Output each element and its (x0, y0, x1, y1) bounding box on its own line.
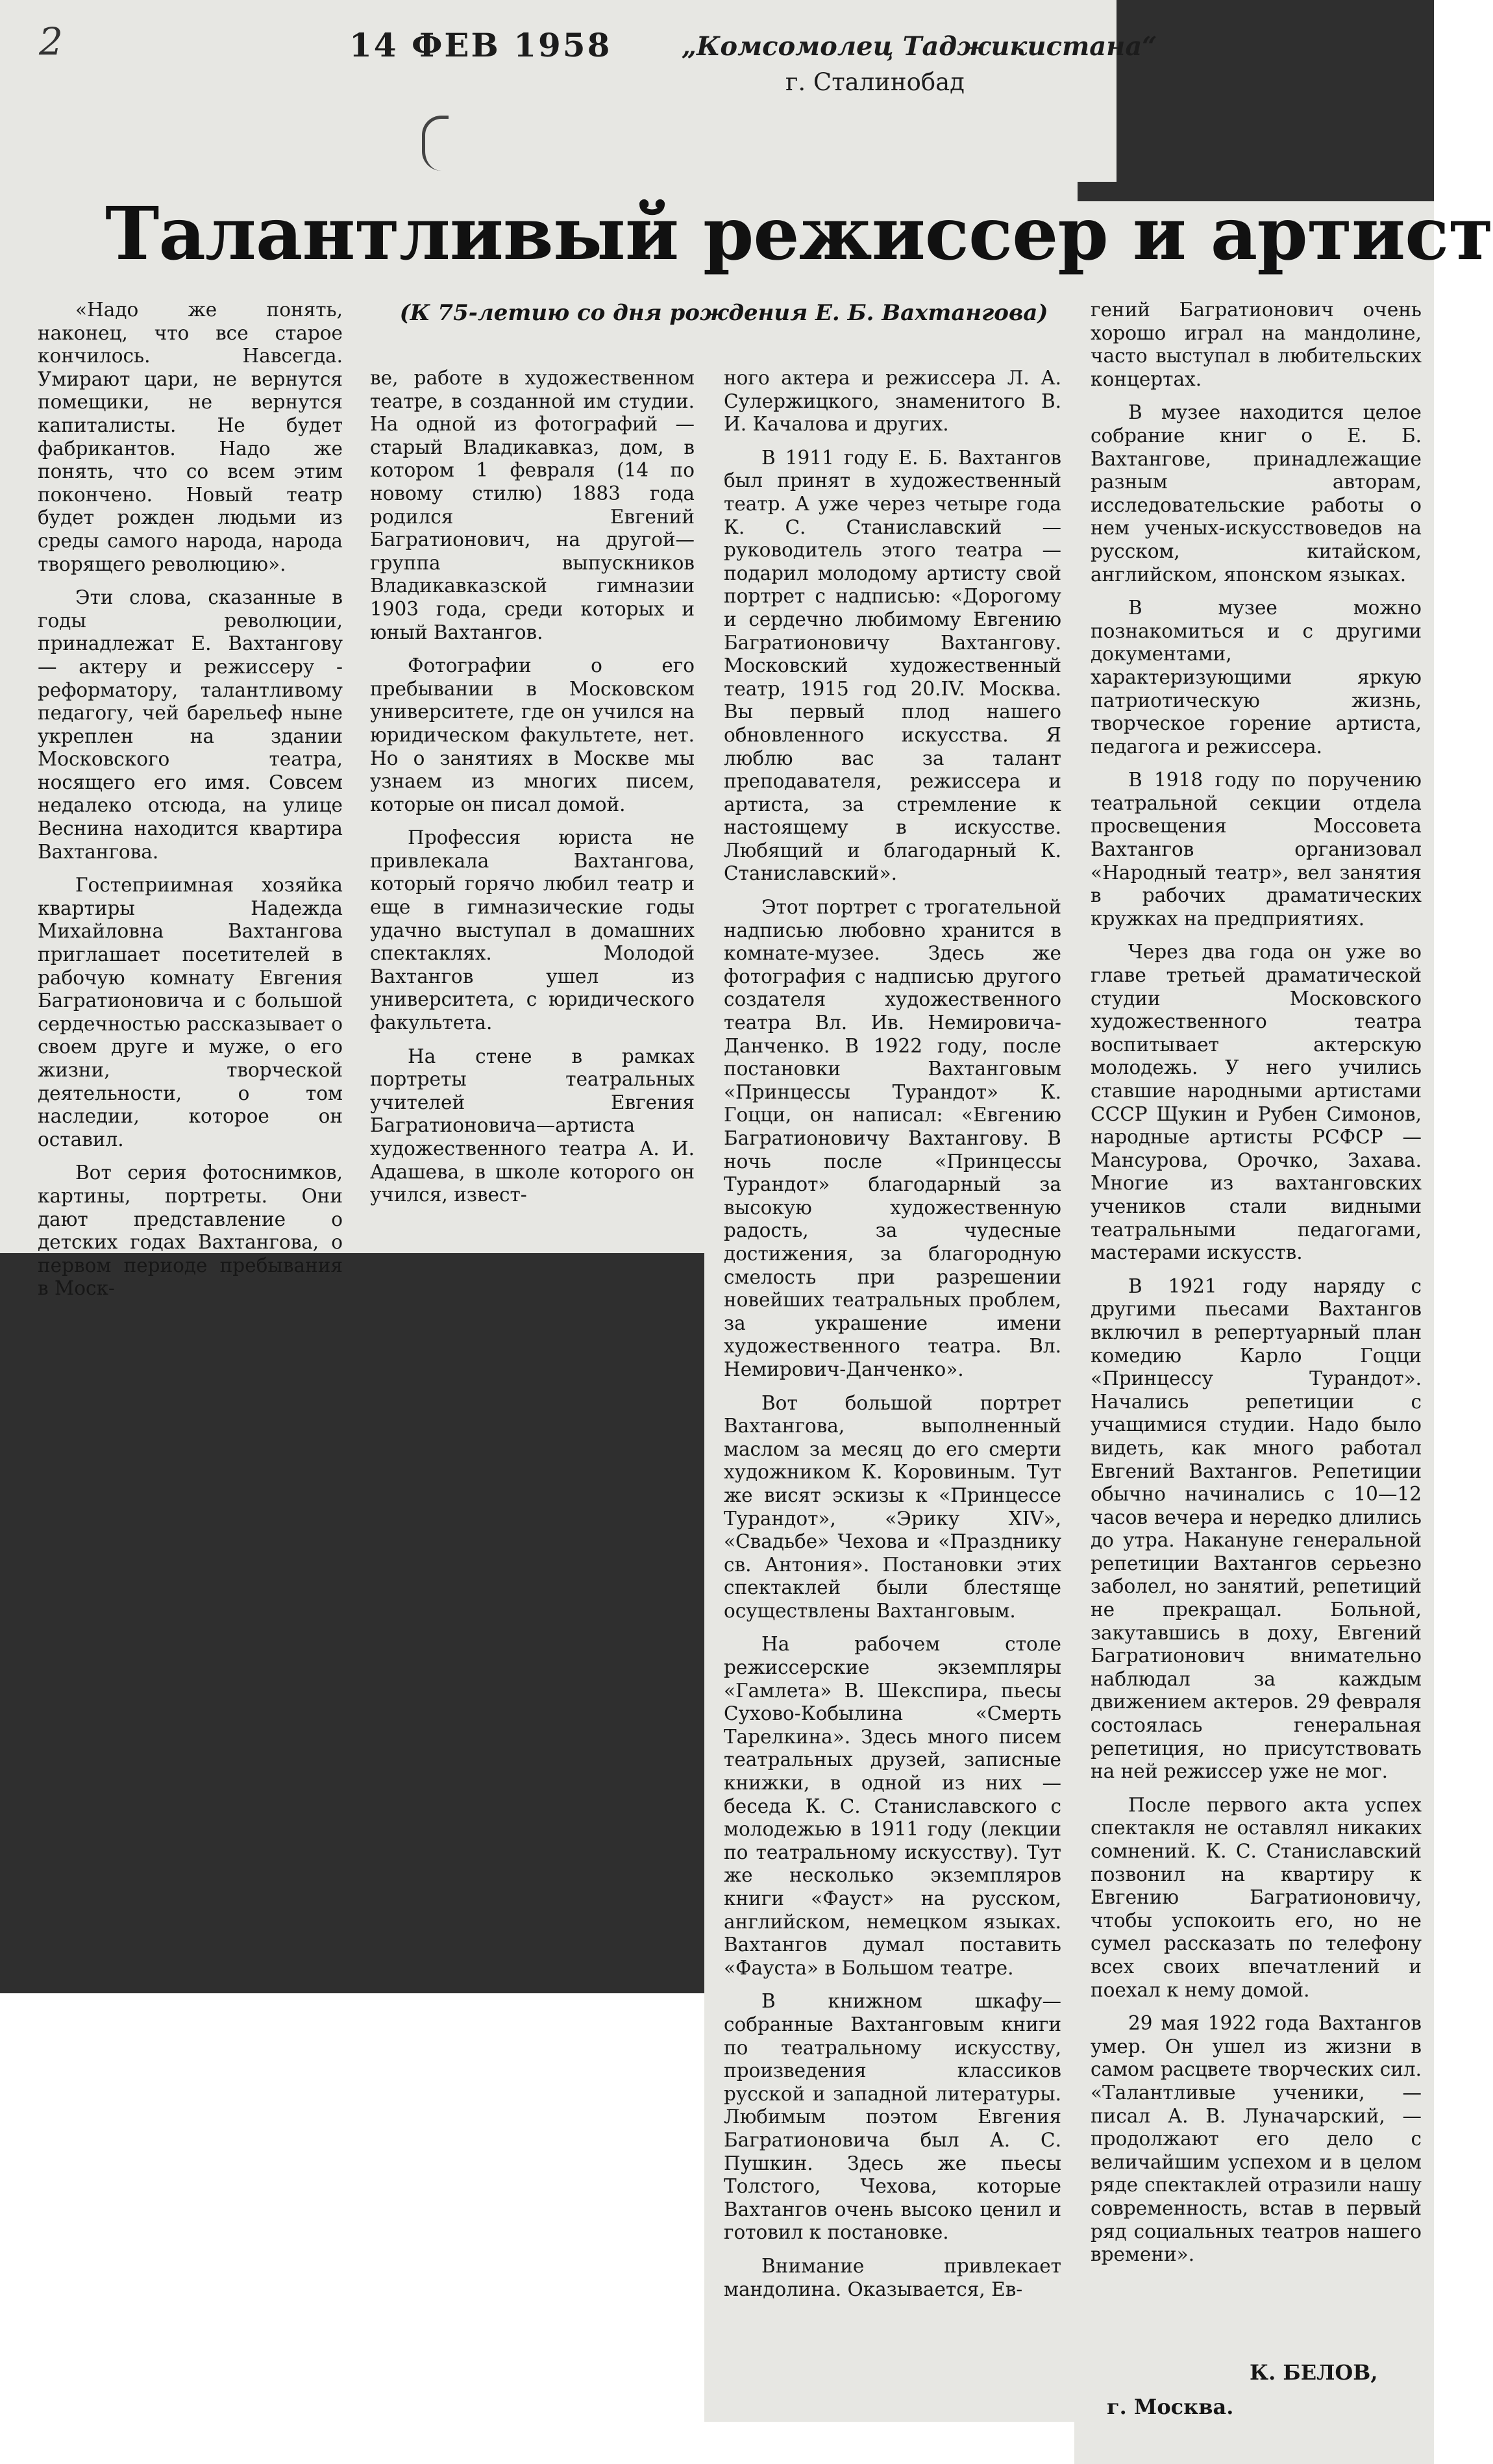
paragraph: Профессия юриста не привлекала Вахтангова, который горячо любил театр и еще в гимназические годы удачно выступал в домашних спектаклях. Молодой Вахтангов ушел из университета, с юридического факультета. (370, 827, 695, 1034)
article-column-2 (370, 367, 695, 1250)
paragraph: На рабочем столе режиссерские экземпляры «Гамлета» В. Шекспира, пьесы Сухово-Кобылина «Смерть Тарелкина». Здесь много писем театральных друзей, записные книжки, в одной из них — беседа К. С. Станиславского с молодежью в 1911 году (лекции по театральному искусству). Тут же несколько экземпляров книги «Фауст» на русском, английском, немецком языках. Вахтангов думал поставить «Фауста» в Большом театре. (724, 1633, 1061, 1979)
author-name: К. БЕЛОВ, (1250, 2360, 1378, 2385)
paragraph: В 1918 году по поручению театральной секции отдела просвещения Моссовета Вахтангов организовал «Народный театр», вел занятия в рабочих драматических кружках на предприятиях. (1091, 769, 1422, 930)
handwritten-number: 2 (39, 19, 63, 64)
author-city: г. Москва. (1107, 2395, 1234, 2419)
paragraph: После первого акта успех спектакля не оставлял никаких сомнений. К. С. Станиславский позвонил на квартиру к Евгению Багратионовичу, чтобы успокоить его, но не сумел рассказать по телефону всех своих впечатлений и поехал к нему домой. (1091, 1793, 1422, 2001)
newspaper-city: г. Сталинобад (785, 68, 965, 96)
paragraph: Вот серия фотоснимков, картины, портреты. Они дают представление о детских годах Вахтангова, о первом периоде пребывания в Моск- (38, 1162, 343, 1300)
article-subtitle: (К 75-летию со дня рождения Е. Б. Вахтангова) (399, 300, 1048, 326)
paragraph: ве, работе в художественном театре, в созданной им студии. На одной из фотографий — старый Владикавказ, дом, в котором 1 февраля (14 по новому стилю) 1883 года родился Евгений Багратионович, на другой—группа выпускников Владикавказской гимназии 1903 года, среди которых и юный Вахтангов. (370, 367, 695, 643)
paragraph: В музее можно познакомиться и с другими документами, характеризующими яркую патриотическую жизнь, творческое горение артиста, педагога и режиссера. (1091, 597, 1422, 758)
paragraph: ного актера и режиссера Л. А. Сулержицкого, знаменитого В. И. Качалова и других. (724, 367, 1061, 436)
pencil-mark (422, 116, 449, 171)
article-title: Талантливый режиссер и артист (105, 192, 1493, 277)
paragraph: В 1921 году наряду с другими пьесами Вахтангов включил в репертуарный план комедию Карло Гоцци «Принцессу Турандот». Начались репетиции с учащимися студии. Надо было видеть, как много работал Евгений Вахтангов. Репетиции обычно начинались с 10—12 часов вечера и нередко длились до утра. Накануне генеральной репетиции Вахтангов серьезно заболел, но занятий, репетиций не прекращал. Больной, закутавшись в доху, Евгений Багратионович внимательно наблюдал за каждым движением актеров. 29 февраля состоялась генеральная репетиция, но присутствовать на ней режиссер уже не мог. (1091, 1275, 1422, 1783)
article-column-4 (1091, 299, 1422, 2328)
paragraph: Этот портрет с трогательной надписью любовно хранится в комнате-музее. Здесь же фотография с надписью другого создателя художественного театра Вл. Ив. Немировича-Данченко. В 1922 году, после постановки Вахтанговым «Принцессы Турандот» К. Гоцци, он написал: «Евгению Багратионовичу Вахтангову. В ночь после «Принцессы Турандот» благодарный за высокую художественную радость, за чудесные достижения, за благородную смелость при разрешении новейших театральных проблем, за украшение имени художественного театра. Вл. Немирович-Данченко». (724, 896, 1061, 1380)
paragraph: Эти слова, сказанные в годы революции, принадлежат Е. Вахтангову — актеру и режиссеру - реформатору, талантливому педагогу, чей барельеф ныне укреплен на здании Московского театра, носящего его имя. Совсем недалеко отсюда, на улице Веснина находится квартира Вахтангова. (38, 586, 343, 863)
paragraph: В музее находится целое собрание книг о Е. Б. Вахтангове, принадлежащие разным авторам, исследовательские работы о нем ученых-искусствоведов на русском, китайском, английском, японском языках. (1091, 401, 1422, 586)
paragraph: В 1911 году Е. Б. Вахтангов был принят в художественный театр. А уже через четыре года К. С. Станиславский — руководитель этого театра — подарил молодому артисту свой портрет с надписью: «Дорогому и сердечно любимому Евгению Багратионовичу Вахтангову. Московский художественный театр, 1915 год 20.IV. Москва. Вы первый плод нашего обновленного искусства. Я люблю вас за талант преподавателя, режиссера и артиста, за стремление к настоящему в искусстве. Любящий и благодарный К. Станиславский». (724, 446, 1061, 885)
paragraph: В книжном шкафу—собранные Вахтанговым книги по театральному искусству, произведения классиков русской и западной литературы. Любимым поэтом Евгения Багратионовича был А. С. Пушкин. Здесь же пьесы Толстого, Чехова, которые Вахтангов очень высоко ценил и готовил к постановке. (724, 1990, 1061, 2244)
paragraph: Вот большой портрет Вахтангова, выполненный маслом за месяц до его смерти художником К. Коровиным. Тут же висят эскизы к «Принцессе Турандот», «Эрику XIV», «Свадьбе» Чехова и «Празднику св. Антония». Постановки этих спектаклей были блестяще осуществлены Вахтанговым. (724, 1391, 1061, 1622)
paragraph: На стене в рамках портреты театральных учителей Евгения Багратионовича—артиста художественного театра А. И. Адашева, в школе которого он учился, извест- (370, 1045, 695, 1206)
clipping-date-stamp: 14 ФЕВ 1958 (349, 26, 612, 64)
article-column-1 (38, 299, 343, 1300)
paragraph: Гостеприимная хозяйка квартиры Надежда Михайловна Вахтангова приглашает посетителей в рабочую комнату Евгения Багратионовича и с большой сердечностью рассказывает о своем друге и муже, о его жизни, творческой деятельности, о том наследии, которое он оставил. (38, 874, 343, 1151)
paragraph: Через два года он уже во главе третьей драматической студии Московского художественного театра воспитывает актерскую молодежь. У него учились ставшие народными артистами СССР Щукин и Рубен Симонов, народные артисты РСФСР — Мансурова, Орочко, Захава. Многие из вахтанговских учеников стали видными театральными педагогами, мастерами искусств. (1091, 941, 1422, 1264)
paragraph: Фотографии о его пребывании в Московском университете, где он учился на юридическом факультете, нет. Но о занятиях в Москве мы узнаем из многих писем, которые он писал домой. (370, 654, 695, 815)
newspaper-name: „Комсомолец Таджикистана“ (682, 31, 1157, 62)
paragraph: Внимание привлекает мандолина. Оказывается, Ев- (724, 2254, 1061, 2300)
article-column-3 (724, 367, 1061, 2454)
paragraph: гений Багратионович очень хорошо играл на мандолине, часто выступал в любительских концертах. (1091, 299, 1422, 390)
paragraph: «Надо же понять, наконец, что все старое кончилось. Навсегда. Умирают цари, не вернутся помещики, не вернутся капиталисты. Не будет фабрикантов. Надо же понять, что со всем этим покончено. Новый театр будет рожден людьми из среды самого народа, народа творящего революцию». (38, 299, 343, 575)
paragraph: 29 мая 1922 года Вахтангов умер. Он ушел из жизни в самом расцвете творческих сил. «Талантливые ученики, — писал А. В. Луначарский, — продолжают его дело с величайшим успехом и в целом ряде спектаклей отразили нашу современность, встав в первый ряд социальных театров нашего времени». (1091, 2012, 1422, 2266)
